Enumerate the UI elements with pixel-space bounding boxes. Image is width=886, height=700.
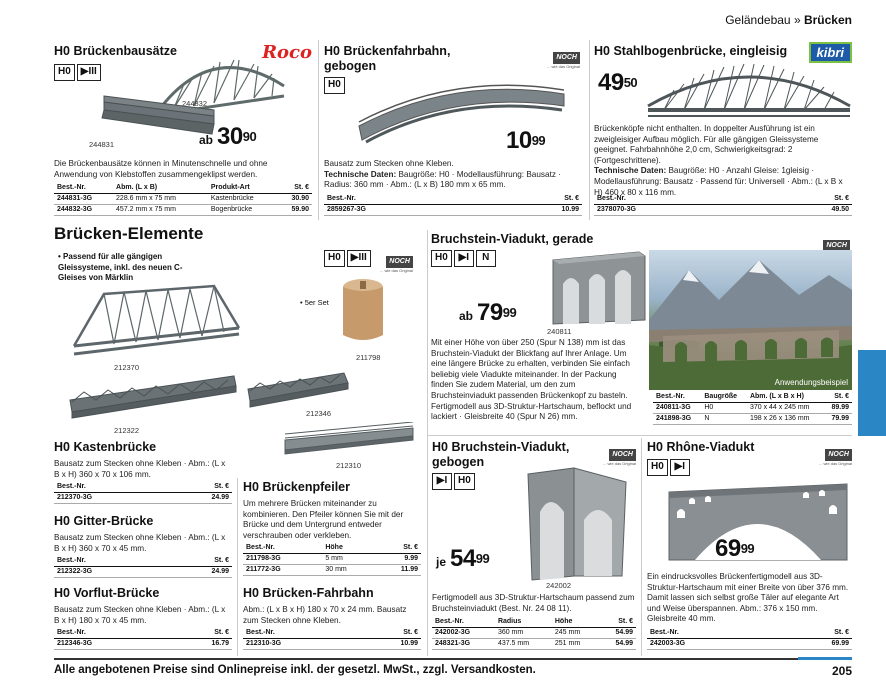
col-header: Best.-Nr. bbox=[54, 556, 167, 567]
section-heading: Brücken-Elemente bbox=[54, 224, 204, 243]
order-number: 241898-3G bbox=[653, 414, 701, 425]
pier-image bbox=[338, 277, 388, 347]
order-number: 212346-3G bbox=[54, 639, 167, 650]
col-header: St. € bbox=[167, 556, 232, 567]
product-bruecken-fahrbahn bbox=[243, 586, 421, 650]
divider bbox=[427, 230, 428, 656]
price bbox=[459, 300, 516, 329]
height: 251 mm bbox=[552, 639, 600, 650]
product-type: Kastenbrücke bbox=[208, 194, 278, 205]
price-main: 30 bbox=[217, 123, 243, 150]
image-caption: 212322 bbox=[114, 426, 140, 435]
row-price: 10.99 bbox=[493, 205, 582, 216]
badge-h0: H0 bbox=[454, 473, 475, 490]
brand-tagline: ... wie das Original bbox=[380, 268, 413, 273]
row-price: 59.90 bbox=[278, 205, 312, 216]
col-header: Radius bbox=[495, 617, 552, 628]
product-table bbox=[54, 628, 232, 650]
col-header: Best.-Nr. bbox=[54, 628, 167, 639]
product-title: H0 Vorflut-Brücke bbox=[54, 586, 160, 600]
col-header: Best.-Nr. bbox=[653, 392, 701, 403]
row-price: 79.99 bbox=[824, 414, 852, 425]
product-description: Fertigmodell aus 3D-Struktur-Hartschaum passend zum Bruchsteinviadukt (Best. Nr. 24 08 11). bbox=[432, 593, 635, 613]
product-vorflut-bruecke bbox=[54, 586, 232, 650]
col-header: Höhe bbox=[552, 617, 600, 628]
product-title: Bruchstein-Viadukt, gerade bbox=[431, 232, 594, 246]
col-header: St. € bbox=[167, 482, 232, 493]
price-cents: 99 bbox=[475, 551, 490, 566]
col-header: St. € bbox=[763, 194, 852, 205]
product-brueckenfahrbahn-gebogen bbox=[324, 42, 582, 218]
title-line: gebogen bbox=[324, 59, 377, 73]
bullet-text: Passend für alle gängigen Gleissysteme, inkl. des neuen C-Gleises von Märklin bbox=[58, 252, 183, 282]
header-separator: » bbox=[793, 13, 801, 27]
row-price: 54.99 bbox=[600, 628, 636, 639]
product-table bbox=[54, 556, 232, 578]
page-number: 205 bbox=[831, 664, 852, 678]
image-caption: 212370 bbox=[114, 363, 140, 372]
product-description: Abm.: (L x B x H) 180 x 70 x 24 mm. Bausatz zum Stecken ohne Kleben. bbox=[243, 605, 407, 625]
col-header: St. € bbox=[376, 543, 421, 554]
landscape-photo bbox=[649, 250, 852, 390]
brand-tagline: ... wie das Original bbox=[603, 461, 636, 466]
order-number: 2378070-3G bbox=[594, 205, 763, 216]
scale: N bbox=[701, 414, 747, 425]
order-number: 244831-3G bbox=[54, 194, 113, 205]
badge-dc: ▶I bbox=[454, 250, 474, 267]
product-stahlbogenbruecke bbox=[594, 42, 852, 218]
product-gitter-bruecke bbox=[54, 514, 232, 578]
product-table bbox=[243, 543, 421, 576]
badge-dc: ▶I bbox=[670, 459, 690, 476]
col-header: Abm. (L x B) bbox=[113, 183, 208, 194]
row-price: 9.99 bbox=[376, 554, 421, 565]
bridge-image bbox=[74, 46, 294, 136]
product-title: H0 Gitter-Brücke bbox=[54, 514, 154, 528]
col-header: St. € bbox=[356, 628, 421, 639]
dimension: 198 x 26 x 136 mm bbox=[747, 414, 824, 425]
title-line: gebogen bbox=[432, 455, 485, 469]
product-table bbox=[653, 392, 852, 425]
image-caption: 244832 bbox=[182, 99, 208, 108]
product-description: Bausatz zum Stecken ohne Kleben · Abm.: (L x B x H) 180 x 70 x 45 mm. bbox=[54, 605, 226, 625]
price-main: 79 bbox=[477, 299, 503, 326]
product-description: Mit einer Höhe von über 250 (Spur N 138) mm ist das Bruchstein-Viadukt der Blickfang auf Ihrer Anlage. Um eine längere Brücke zu erhalten, verbinden Sie einfach beliebig viele Viadukte miteinander. In der Packung finden Sie zudem Material, um den zum Bruchsteinviadukt passenden Brückenkopf zu basteln. Fertigmodell aus 3D-Struktur-Hartschaum, beflockt und lackiert · Gleisbreite 40 (Spur N 26) mm. bbox=[431, 338, 632, 422]
table-row[interactable] bbox=[594, 205, 852, 216]
flood-bridge-image bbox=[244, 367, 354, 417]
row-price: 16.79 bbox=[167, 639, 232, 650]
row-price: 11.99 bbox=[376, 565, 421, 576]
col-header: Abm. (L x B x H) bbox=[747, 392, 824, 403]
row-price: 24.99 bbox=[167, 567, 232, 578]
order-number: 212310-3G bbox=[243, 639, 356, 650]
header-subsection[interactable]: Brücken bbox=[803, 13, 852, 27]
col-header: Best.-Nr. bbox=[324, 194, 493, 205]
brand-name: NOCH bbox=[823, 240, 850, 252]
divider bbox=[641, 438, 642, 656]
desc-label: Technische Daten: bbox=[324, 169, 397, 179]
divider bbox=[318, 40, 319, 220]
height: 5 mm bbox=[322, 554, 375, 565]
col-header: St. € bbox=[600, 617, 636, 628]
table-row[interactable] bbox=[54, 194, 312, 205]
badges bbox=[324, 77, 345, 94]
price-cents: 50 bbox=[623, 75, 638, 90]
price-prefix: ab bbox=[459, 309, 474, 323]
table-row[interactable] bbox=[324, 205, 582, 216]
product-description bbox=[324, 159, 564, 191]
price bbox=[199, 124, 256, 153]
table-row[interactable] bbox=[432, 628, 636, 639]
bullet-point: • Passend für alle gängigen Gleissysteme, inkl. des neuen C-Gleises von Märklin bbox=[58, 252, 183, 282]
arch-bridge-image bbox=[644, 60, 854, 122]
product-bruchstein-viadukt-gebogen bbox=[432, 440, 636, 656]
table-row[interactable] bbox=[432, 639, 636, 650]
table-row[interactable] bbox=[54, 567, 232, 578]
table-row[interactable] bbox=[243, 554, 421, 565]
product-table bbox=[54, 482, 232, 504]
table-row[interactable] bbox=[647, 639, 852, 650]
row-price: 89.99 bbox=[824, 403, 852, 414]
lattice-bridge-image bbox=[64, 362, 244, 422]
price-main: 49 bbox=[598, 69, 624, 96]
photo-caption: Anwendungsbeispiel bbox=[774, 378, 848, 387]
row-price: 10.99 bbox=[356, 639, 421, 650]
dimension: 370 x 44 x 245 mm bbox=[747, 403, 824, 414]
price-prefix: ab bbox=[199, 133, 214, 147]
brand-name: NOCH bbox=[609, 449, 636, 461]
col-header: Best.-Nr. bbox=[243, 543, 322, 554]
price bbox=[715, 536, 754, 562]
col-header: Best.-Nr. bbox=[54, 482, 167, 493]
radius: 360 mm bbox=[495, 628, 552, 639]
badge-h0: H0 bbox=[431, 250, 452, 267]
badge-h0: H0 bbox=[54, 64, 75, 81]
table-row[interactable] bbox=[243, 565, 421, 576]
deck-bridge-image bbox=[279, 422, 419, 462]
order-number: 211772-3G bbox=[243, 565, 322, 576]
order-number: 240811-3G bbox=[653, 403, 701, 414]
desc-text: Baugröße: H0 · Modellausführung: Bausatz · Radius: 360 mm · Abm.: (L x B) 180 mm x 65 mm. bbox=[324, 169, 561, 190]
order-number: 242003-3G bbox=[647, 639, 777, 650]
image-caption: 212310 bbox=[336, 461, 362, 470]
badge-ac: ▶III bbox=[347, 250, 371, 267]
price bbox=[598, 70, 637, 96]
divider bbox=[427, 435, 852, 436]
image-caption: 242002 bbox=[546, 581, 572, 590]
price-cents: 99 bbox=[740, 541, 755, 556]
table-row[interactable] bbox=[54, 493, 232, 504]
price-main: 54 bbox=[450, 545, 476, 572]
table-row[interactable] bbox=[653, 403, 852, 414]
badge-h0: H0 bbox=[324, 250, 345, 267]
badge-h0: H0 bbox=[647, 459, 668, 476]
col-header: St. € bbox=[493, 194, 582, 205]
rhone-viaduct-image bbox=[665, 478, 851, 564]
table-row[interactable] bbox=[653, 414, 852, 425]
title-line: H0 Brückenfahrbahn, bbox=[324, 44, 451, 58]
height: 245 mm bbox=[552, 628, 600, 639]
col-header: St. € bbox=[824, 392, 852, 403]
order-number: 211798-3G bbox=[243, 554, 322, 565]
brand-name: NOCH bbox=[386, 256, 413, 268]
badges bbox=[324, 250, 371, 267]
brand-name: NOCH bbox=[553, 52, 580, 64]
product-title: H0 Stahlbogenbrücke, eingleisig bbox=[594, 44, 788, 58]
image-caption: 211798 bbox=[356, 353, 381, 362]
order-number: 248321-3G bbox=[432, 639, 495, 650]
image-caption: 240811 bbox=[547, 327, 572, 336]
price-cents: 99 bbox=[531, 133, 546, 148]
col-header: Best.-Nr. bbox=[647, 628, 777, 639]
badge-h0: H0 bbox=[324, 77, 345, 94]
product-description: Ein eindrucksvolles Brückenfertigmodell aus 3D-Struktur-Hartschaum mit einer Breite von über 376 mm. Damit lassen sich selbst große Täler auf elegante Art und Weise überspannen. Abm.: 376 x 150 mm. Gleisbreite 40 mm. bbox=[647, 572, 849, 624]
product-brueckenpfeiler bbox=[243, 480, 421, 576]
desc-label: Technische Daten: bbox=[594, 166, 667, 176]
title-line: H0 Bruchstein-Viadukt, bbox=[432, 440, 570, 454]
side-tab bbox=[858, 350, 886, 436]
product-title: H0 Brücken-Fahrbahn bbox=[243, 586, 374, 600]
noch-logo bbox=[380, 250, 413, 273]
badges bbox=[432, 473, 475, 490]
col-header: Höhe bbox=[322, 543, 375, 554]
brand-tagline: ... wie das Original bbox=[547, 64, 580, 69]
product-description: Bausatz zum Stecken ohne Kleben · Abm.: (L x B x H) 360 x 70 x 106 mm. bbox=[54, 459, 226, 479]
desc-text: Bausatz zum Stecken ohne Kleben. bbox=[324, 159, 454, 168]
product-rhone-viadukt bbox=[647, 440, 852, 656]
col-header: Best.-Nr. bbox=[54, 183, 113, 194]
price bbox=[436, 546, 489, 575]
price-prefix: je bbox=[436, 555, 447, 569]
truss-bridge-image bbox=[64, 282, 244, 362]
brand-name: NOCH bbox=[825, 449, 852, 461]
order-number: 242002-3G bbox=[432, 628, 495, 639]
product-table bbox=[54, 183, 312, 216]
product-description: Bausatz zum Stecken ohne Kleben · Abm.: (L x B x H) 360 x 70 x 45 mm. bbox=[54, 533, 226, 553]
viaduct-image bbox=[549, 250, 649, 326]
row-price: 30.90 bbox=[278, 194, 312, 205]
order-number: 2859267-3G bbox=[324, 205, 493, 216]
product-title: H0 Rhône-Viadukt bbox=[647, 440, 755, 454]
mountains-graphic bbox=[649, 250, 852, 390]
section-bruecken-elemente bbox=[54, 222, 424, 662]
badge-dc: ▶I bbox=[432, 473, 452, 490]
header-section[interactable]: Geländebau bbox=[725, 13, 791, 27]
order-number: 212322-3G bbox=[54, 567, 167, 578]
product-description bbox=[594, 124, 852, 198]
scale: H0 bbox=[701, 403, 747, 414]
height: 30 mm bbox=[322, 565, 375, 576]
dimension: 457.2 mm x 75 mm bbox=[113, 205, 208, 216]
col-header: Best.-Nr. bbox=[243, 628, 356, 639]
product-description: Die Brückenbausätze können in Minutenschnelle und ohne Anwendung von Klebstoffen zusammengeklipst werden. bbox=[54, 159, 268, 179]
price-main: 10 bbox=[506, 127, 532, 154]
price-cents: 99 bbox=[502, 305, 517, 320]
product-table bbox=[432, 617, 636, 650]
radius: 437.5 mm bbox=[495, 639, 552, 650]
table-row[interactable] bbox=[243, 639, 421, 650]
image-caption: 212346 bbox=[306, 409, 332, 418]
product-type: Bogenbrücke bbox=[208, 205, 278, 216]
price-main: 69 bbox=[715, 535, 741, 562]
noch-logo bbox=[603, 443, 636, 466]
order-number: 212370-3G bbox=[54, 493, 167, 504]
product-brueckenbausaetze bbox=[54, 42, 312, 218]
divider bbox=[589, 40, 590, 220]
col-header: Produkt-Art bbox=[208, 183, 278, 194]
row-price: 69.99 bbox=[777, 639, 852, 650]
product-table bbox=[647, 628, 852, 650]
dimension: 228.6 mm x 75 mm bbox=[113, 194, 208, 205]
table-row[interactable] bbox=[54, 205, 312, 216]
row-price: 24.99 bbox=[167, 493, 232, 504]
col-header: Baugröße bbox=[701, 392, 747, 403]
product-title: H0 Kastenbrücke bbox=[54, 440, 157, 454]
price bbox=[506, 128, 545, 154]
row-price: 54.99 bbox=[600, 639, 636, 650]
page-header bbox=[725, 13, 852, 27]
product-table bbox=[594, 194, 852, 216]
footer-rule bbox=[54, 658, 798, 660]
order-number: 244832-3G bbox=[54, 205, 113, 216]
row-price: 49.50 bbox=[763, 205, 852, 216]
roco-logo: Roco bbox=[262, 42, 312, 63]
desc-text: Baugröße: H0 · Anzahl Gleise: 1gleisig · Modellausführung: Bausatz · Passend für: Universell · Abm.: (L x B x H) 460 x 80 x 116 mm. bbox=[594, 166, 843, 197]
footer-note: Alle angebotenen Preise sind Onlinepreise inkl. der gesetzl. MwSt., zzgl. Versandkosten. bbox=[54, 664, 536, 676]
set-label: • 5er Set bbox=[300, 298, 329, 307]
product-bruchstein-viadukt-gerade bbox=[431, 230, 852, 430]
product-table bbox=[243, 628, 421, 650]
brand-tagline: ... wie das Original bbox=[819, 461, 852, 466]
table-row[interactable] bbox=[54, 639, 232, 650]
kibri-logo: kibri bbox=[809, 42, 852, 63]
col-header: Best.-Nr. bbox=[594, 194, 763, 205]
col-header: St. € bbox=[777, 628, 852, 639]
product-description: Um mehrere Brücken miteinander zu kombinieren. Den Pfeiler können Sie mit der Brücke und dem Untergrund entweder verschrauben oder verkleben. bbox=[243, 499, 404, 540]
product-title: H0 Brückenbausätze bbox=[54, 44, 177, 58]
product-table bbox=[324, 194, 582, 216]
desc-text: Brückenköpfe nicht enthalten. In doppelter Ausführung ist ein zweigleisiger Aufbau möglich. Für alle gängigen Gleissysteme geeignet. Fahrbahnhöhe 2,0 cm, Schwierigkeitsgrad: 2 (Fortgeschrittene). bbox=[594, 124, 819, 165]
col-header: Best.-Nr. bbox=[432, 617, 495, 628]
col-header: St. € bbox=[278, 183, 312, 194]
badge-ac: ▶III bbox=[77, 64, 101, 81]
product-title: H0 Brückenpfeiler bbox=[243, 480, 350, 494]
badges bbox=[431, 250, 496, 267]
col-header: St. € bbox=[167, 628, 232, 639]
product-kastenbruecke bbox=[54, 440, 232, 504]
price-cents: 90 bbox=[242, 129, 257, 144]
image-caption: 244831 bbox=[89, 140, 115, 149]
badges bbox=[647, 459, 690, 476]
curved-viaduct-image bbox=[518, 464, 634, 582]
badge-n: N bbox=[476, 250, 496, 267]
noch-logo bbox=[819, 443, 852, 466]
footer-rule-accent bbox=[798, 657, 852, 660]
